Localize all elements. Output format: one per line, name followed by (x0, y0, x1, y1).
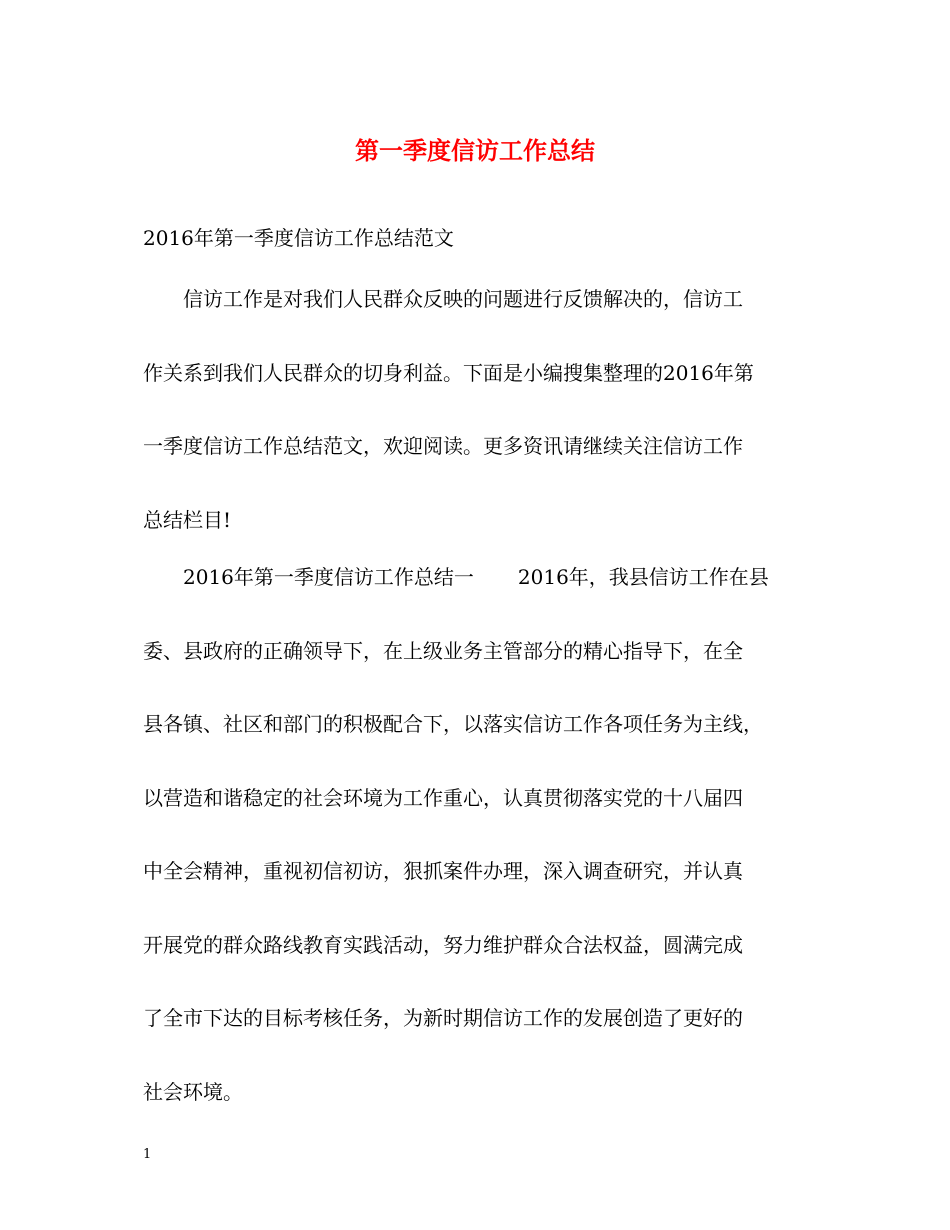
page-number: 1 (143, 1147, 152, 1162)
document-title: 第一季度信访工作总结 (355, 136, 595, 165)
paragraph-line: 作关系到我们人民群众的切身利益。下面是小编搜集整理的2016年第 (143, 360, 754, 385)
paragraph-line: 一季度信访工作总结范文，欢迎阅读。更多资讯请继续关注信访工作 (143, 434, 743, 458)
paragraph-line: 中全会精神，重视初信初访，狠抓案件办理，深入调查研究，并认真 (143, 859, 743, 883)
paragraph-line: 总结栏目! (143, 507, 232, 532)
document-subtitle: 2016年第一季度信访工作总结范文 (143, 226, 454, 250)
paragraph-line: 以营造和谐稳定的社会环境为工作重心，认真贯彻落实党的十八届四 (143, 785, 743, 810)
paragraph-line: 了全市下达的目标考核任务，为新时期信访工作的发展创造了更好的 (143, 1006, 743, 1030)
paragraph-line: 县各镇、社区和部门的积极配合下，以落实信访工作各项任务为主线， (143, 712, 763, 736)
paragraph-intro (143, 283, 813, 577)
paragraph-line-rest: 2016年，我县信访工作在县 (517, 565, 769, 589)
paragraph-summary (143, 561, 813, 1149)
paragraph-line: 委、县政府的正确领导下，在上级业务主管部分的精心指导下，在全 (143, 638, 743, 663)
paragraph-first-line (143, 561, 813, 635)
paragraph-line: 开展党的群众路线教育实践活动，努力维护群众合法权益，圆满完成 (143, 932, 743, 957)
paragraph-line: 信访工作是对我们人民群众反映的问题进行反馈解决的，信访工 (183, 287, 743, 311)
paragraph-line: 社会环境。 (143, 1079, 243, 1104)
section-heading: 2016年第一季度信访工作总结一 (183, 565, 474, 589)
